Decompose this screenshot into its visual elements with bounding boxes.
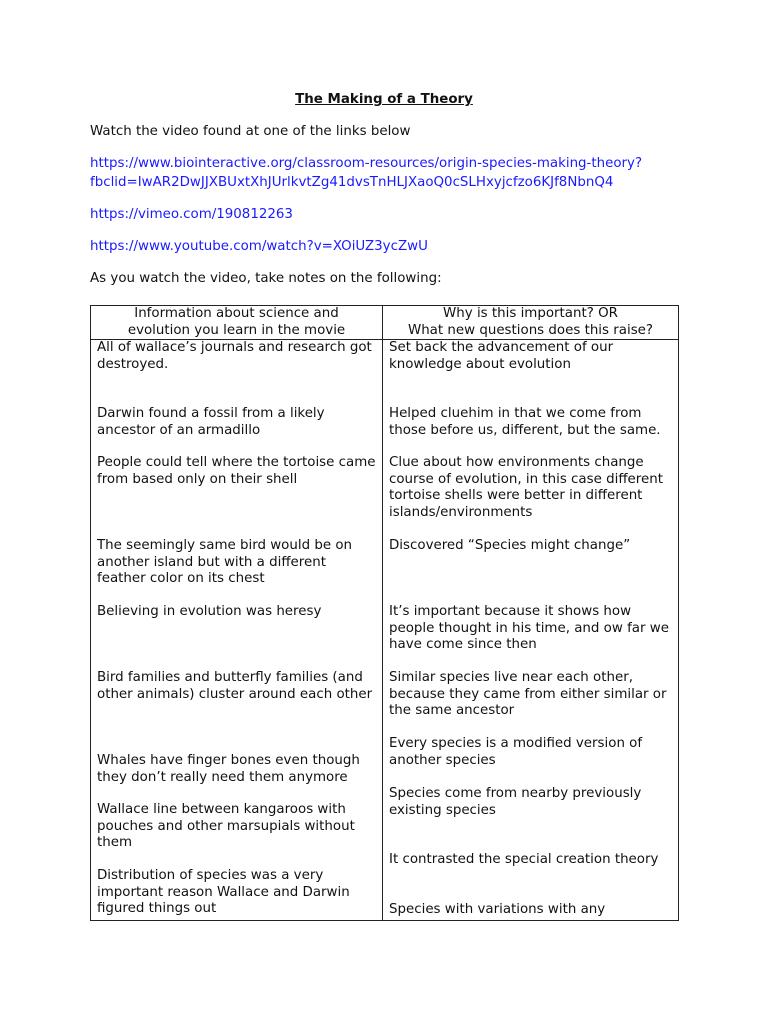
link-vimeo[interactable]: https://vimeo.com/190812263 bbox=[90, 207, 293, 222]
link-biointeractive-line2[interactable]: fbclid=IwAR2DwJJXBUxtXhJUrlkvtZg41dvsTnHLJXaoQ0cSLHxyjcfzo6KJf8NbnQ4 bbox=[90, 175, 614, 190]
science-note: Darwin found a fossil from a likely ancestor of an armadillo bbox=[97, 406, 325, 438]
importance-note: Set back the advancement of our knowledge about evolution bbox=[389, 340, 614, 372]
table-row bbox=[91, 340, 679, 921]
notes-cell-science bbox=[91, 340, 383, 921]
importance-note: Species come from nearby previously existing species bbox=[389, 786, 642, 818]
importance-note: Helped cluehim in that we come from those before us, different, but the same. bbox=[389, 406, 661, 438]
importance-note: It contrasted the special creation theory bbox=[389, 852, 659, 867]
importance-note: Species with variations with any bbox=[389, 902, 606, 917]
importance-note: Clue about how environments change course of evolution, in this case different tortoise shells were better in different islands/environments bbox=[389, 455, 663, 520]
header-line: evolution you learn in the movie bbox=[127, 322, 346, 338]
importance-note: Similar species live near each other, because they came from either similar or the same ancestor bbox=[389, 670, 667, 718]
science-note: The seemingly same bird would be on another island but with a different feather color on its chest bbox=[97, 538, 353, 586]
science-note: Distribution of species was a very important reason Wallace and Darwin figured things out bbox=[97, 868, 350, 916]
science-note: Whales have finger bones even though they don’t really need them anymore bbox=[97, 753, 360, 785]
importance-note: It’s important because it shows how people thought in his time, and ow far we have come since then bbox=[389, 604, 669, 652]
header-importance bbox=[383, 306, 679, 340]
notes-cell-importance bbox=[383, 340, 679, 921]
link-biointeractive-line1[interactable]: https://www.biointeractive.org/classroom-resources/origin-species-making-theory? bbox=[90, 156, 643, 171]
header-line: Information about science and bbox=[134, 306, 339, 321]
document-title: The Making of a Theory bbox=[295, 92, 473, 107]
science-note: All of wallace’s journals and research got destroyed. bbox=[97, 340, 372, 372]
instruction-text: As you watch the video, take notes on the following: bbox=[90, 271, 442, 286]
header-line: What new questions does this raise? bbox=[407, 322, 654, 338]
importance-note: Every species is a modified version of another species bbox=[389, 736, 643, 768]
importance-note: Discovered “Species might change” bbox=[389, 538, 631, 553]
science-note: People could tell where the tortoise came from based only on their shell bbox=[97, 455, 376, 487]
header-line: Why is this important? OR bbox=[443, 306, 618, 321]
science-note: Believing in evolution was heresy bbox=[97, 604, 322, 619]
intro-text: Watch the video found at one of the links below bbox=[90, 124, 411, 139]
header-science-info bbox=[91, 306, 383, 340]
science-note: Wallace line between kangaroos with pouches and other marsupials without them bbox=[97, 802, 355, 850]
science-note: Bird families and butterfly families (and other animals) cluster around each other bbox=[97, 670, 373, 702]
notes-table bbox=[90, 305, 679, 921]
table-header-row bbox=[91, 306, 679, 340]
link-youtube[interactable]: https://www.youtube.com/watch?v=XOiUZ3ycZwU bbox=[90, 239, 428, 254]
